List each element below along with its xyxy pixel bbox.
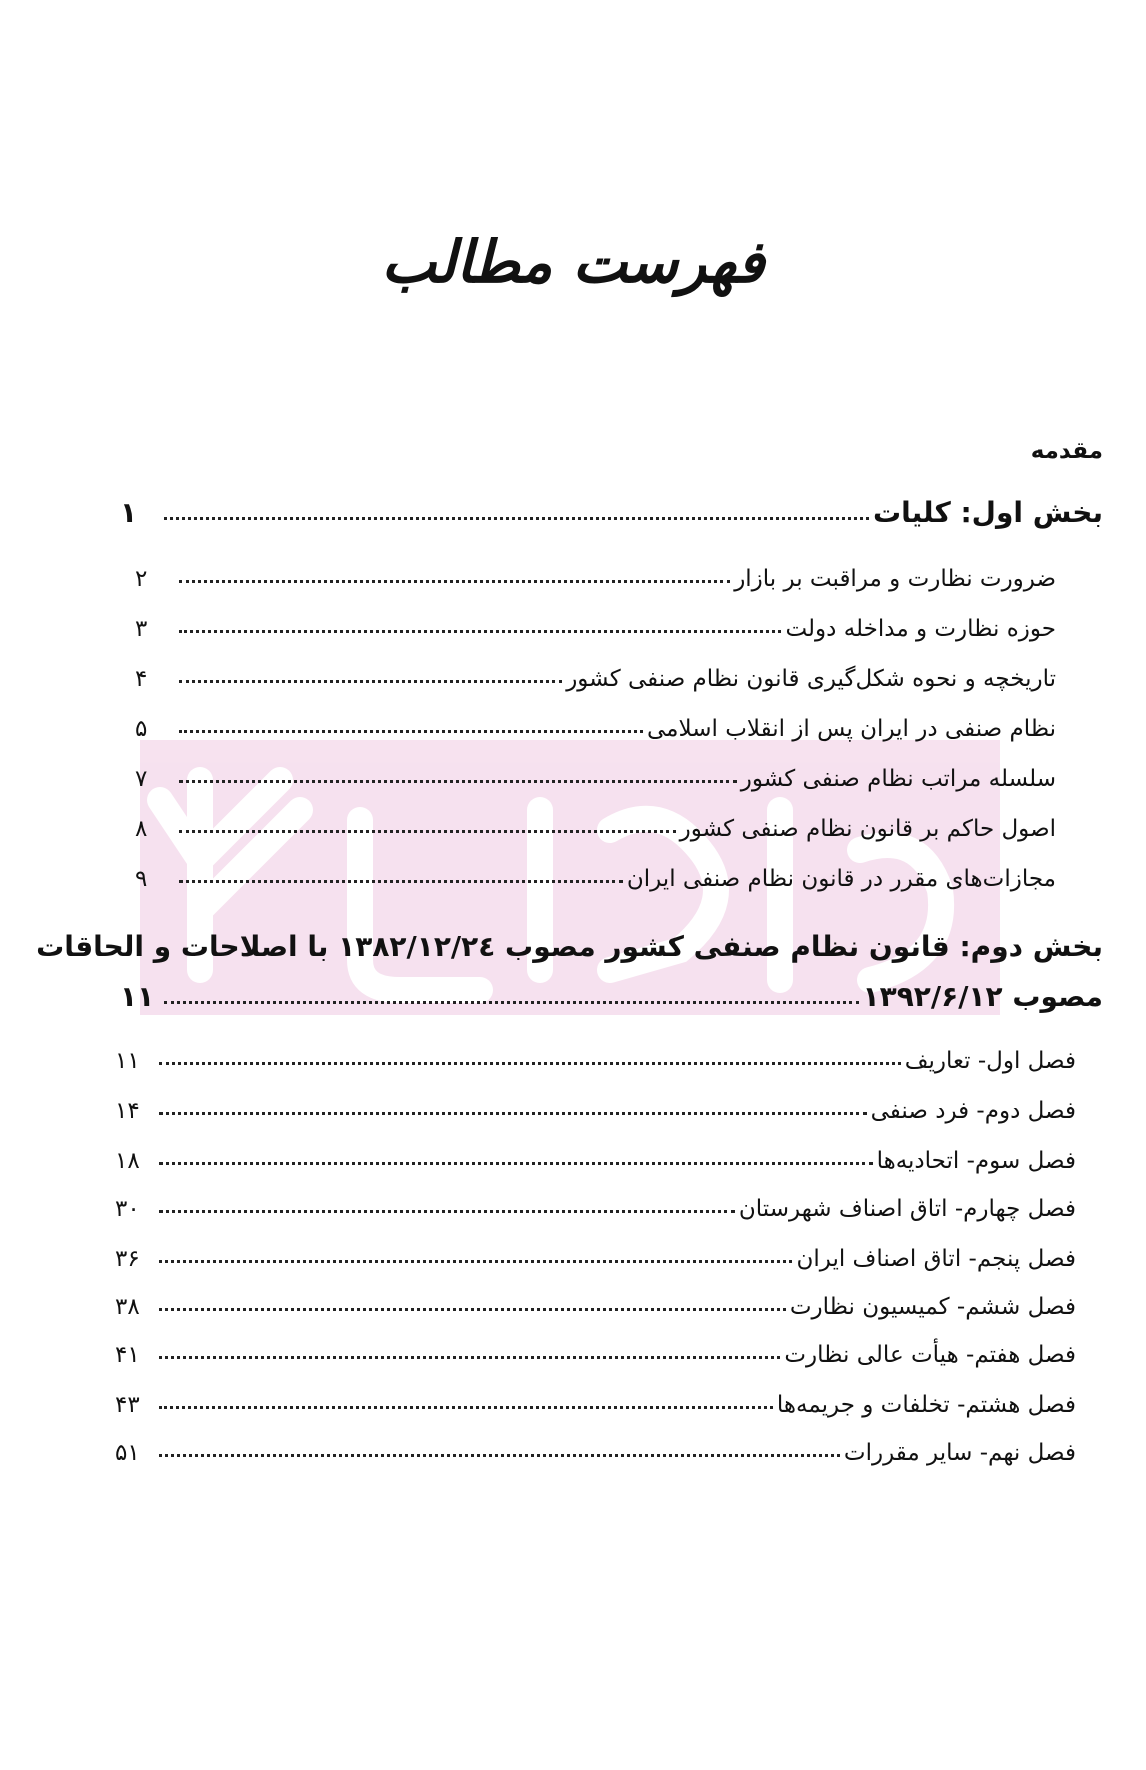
toc-entry[interactable] — [115, 1294, 1076, 1320]
toc-entry[interactable] — [115, 1196, 1076, 1222]
part2-title-line2: مصوب ۱۳۹۲/۶/۱۲ — [862, 980, 1103, 1013]
leader-dots — [179, 680, 562, 683]
toc-entry-page: ۳۰ — [115, 1196, 140, 1222]
toc-entry[interactable] — [135, 666, 1056, 692]
toc-entry[interactable] — [135, 816, 1056, 842]
toc-entry[interactable] — [135, 866, 1056, 892]
toc-entry-label: تاریخچه و نحوه شکل‌گیری قانون نظام صنفی کشور — [566, 666, 1056, 692]
toc-entry[interactable] — [135, 566, 1056, 592]
toc-entry-label: ضرورت نظارت و مراقبت بر بازار — [734, 566, 1056, 592]
part2-heading[interactable] — [120, 980, 1103, 1013]
toc-entry-page: ۹ — [135, 866, 148, 892]
toc-entry-label: نظام صنفی در ایران پس از انقلاب اسلامی — [647, 716, 1056, 742]
leader-dots — [159, 1454, 840, 1457]
toc-entry-page: ۱۱ — [115, 1048, 140, 1074]
toc-entry-label: فصل چهارم- اتاق اصناف شهرستان — [738, 1196, 1076, 1222]
toc-entry[interactable] — [115, 1148, 1076, 1174]
leader-dots — [159, 1406, 773, 1409]
toc-entry[interactable] — [135, 716, 1056, 742]
leader-dots — [179, 780, 737, 783]
toc-entry-page: ۴۱ — [115, 1342, 140, 1368]
part2-title-line1[interactable]: بخش دوم: قانون نظام صنفی کشور مصوب ۱۳۸۲/۱۲/۲٤ با اصلاحات و الحاقات — [36, 930, 1103, 963]
toc-entry-page: ۴۳ — [115, 1392, 140, 1418]
leader-dots — [159, 1112, 867, 1115]
leader-dots — [179, 730, 643, 733]
part2-page: ۱۱ — [120, 980, 155, 1013]
toc-entry-page: ۷ — [135, 766, 148, 792]
leader-dots — [159, 1162, 873, 1165]
toc-entry[interactable] — [135, 616, 1056, 642]
toc-entry-label: فصل هشتم- تخلفات و جریمه‌ها — [776, 1392, 1076, 1418]
toc-entry-label: فصل سوم- اتحادیه‌ها — [876, 1148, 1076, 1174]
toc-entry[interactable] — [115, 1392, 1076, 1418]
leader-dots — [179, 880, 623, 883]
leader-dots — [179, 630, 781, 633]
part1-heading[interactable] — [120, 496, 1103, 529]
leader-dots — [159, 1210, 735, 1213]
toc-entry-page: ۳۶ — [115, 1246, 140, 1272]
intro-heading: مقدمه — [1030, 438, 1103, 464]
leader-dots — [179, 830, 676, 833]
toc-entry-label: اصول حاکم بر قانون نظام صنفی کشور — [679, 816, 1056, 842]
leader-dots — [159, 1260, 792, 1263]
toc-entry-label: فصل پنجم- اتاق اصناف ایران — [796, 1246, 1076, 1272]
leader-dots — [159, 1356, 780, 1359]
toc-entry[interactable] — [115, 1048, 1076, 1074]
toc-entry-label: مجازات‌های مقرر در قانون نظام صنفی ایران — [626, 866, 1056, 892]
leader-dots — [159, 1308, 786, 1311]
toc-entry-label: حوزه نظارت و مداخله دولت — [785, 616, 1056, 642]
toc-entry-label: سلسله مراتب نظام صنفی کشور — [740, 766, 1056, 792]
toc-entry-page: ۱۴ — [115, 1098, 140, 1124]
leader-dots — [164, 1001, 859, 1004]
toc-entry[interactable] — [115, 1342, 1076, 1368]
toc-entry-page: ۳ — [135, 616, 148, 642]
leader-dots — [164, 517, 869, 520]
toc-entry-label: فصل ششم- کمیسیون نظارت — [789, 1294, 1076, 1320]
part1-title: بخش اول: کلیات — [872, 496, 1103, 529]
toc-entry[interactable] — [135, 766, 1056, 792]
toc-entry-label: فصل دوم- فرد صنفی — [870, 1098, 1076, 1124]
page-title: فهرست مطالب — [381, 228, 765, 296]
part1-page: ۱ — [120, 496, 138, 529]
toc-entry-page: ۵۱ — [115, 1440, 140, 1466]
toc-entry-label: فصل اول- تعاریف — [904, 1048, 1076, 1074]
toc-entry-page: ۸ — [135, 816, 148, 842]
toc-entry-label: فصل هفتم- هیأت عالی نظارت — [784, 1342, 1076, 1368]
toc-entry[interactable] — [115, 1440, 1076, 1466]
toc-entry-page: ۲ — [135, 566, 148, 592]
toc-entry[interactable] — [115, 1098, 1076, 1124]
toc-entry-page: ۴ — [135, 666, 148, 692]
toc-entry-page: ۱۸ — [115, 1148, 140, 1174]
toc-entry[interactable] — [115, 1246, 1076, 1272]
leader-dots — [159, 1062, 901, 1065]
leader-dots — [179, 580, 730, 583]
toc-entry-page: ۳۸ — [115, 1294, 140, 1320]
toc-entry-page: ۵ — [135, 716, 148, 742]
toc-entry-label: فصل نهم- سایر مقررات — [843, 1440, 1076, 1466]
